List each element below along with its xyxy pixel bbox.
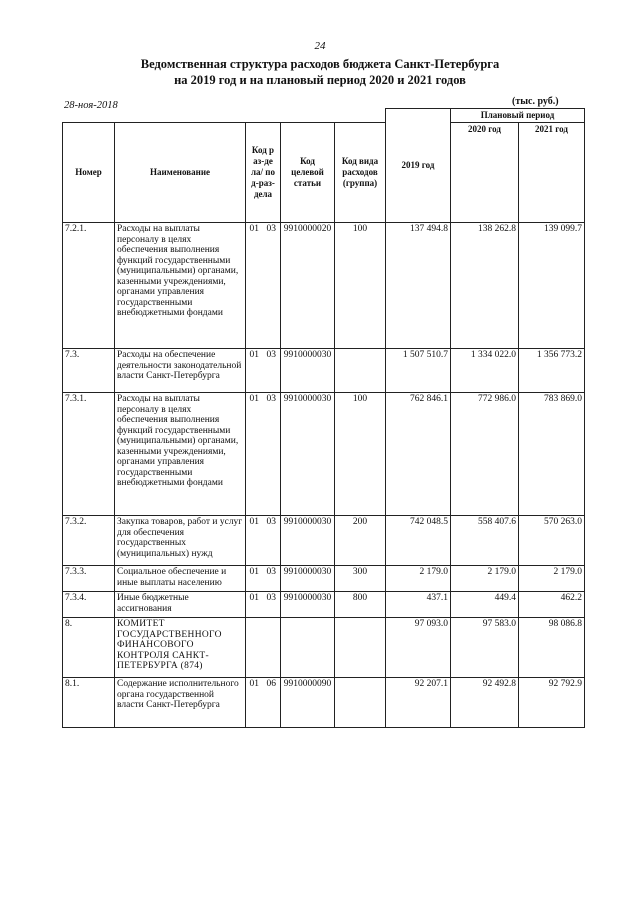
row-expense-type: 800 [335, 592, 386, 618]
row-number: 7.2.1. [63, 223, 115, 349]
row-name: Иные бюджетные ассигнования [115, 592, 246, 618]
row-value-2021: 2 179.0 [519, 566, 585, 592]
row-podrazdel: 03 [263, 516, 281, 566]
row-target-code: 9910000090 [281, 678, 335, 728]
row-value-2019: 137 494.8 [386, 223, 451, 349]
table-row [63, 592, 585, 618]
row-expense-type: 100 [335, 393, 386, 516]
row-number: 8. [63, 618, 115, 678]
row-podrazdel: 03 [263, 393, 281, 516]
header-2021: 2021 год [519, 123, 585, 223]
row-podrazdel: 03 [263, 223, 281, 349]
row-expense-type [335, 349, 386, 393]
row-razdel: 01 [246, 349, 263, 393]
row-name: Расходы на выплаты персоналу в целях обеспечения выполнения функций государственными (муниципальными) органами, казенными учреждениями, органами управления государственными внебюджетными фондами [115, 393, 246, 516]
row-value-2019: 1 507 510.7 [386, 349, 451, 393]
row-value-2020: 772 986.0 [451, 393, 519, 516]
row-value-2019: 437.1 [386, 592, 451, 618]
header-2020: 2020 год [451, 123, 519, 223]
header-section-code: Код раз-дела/ под-раз-дела [246, 123, 281, 223]
header-number: Номер [63, 123, 115, 223]
row-value-2021: 462.2 [519, 592, 585, 618]
row-target-code: 9910000030 [281, 349, 335, 393]
row-podrazdel: 03 [263, 592, 281, 618]
row-podrazdel: 06 [263, 678, 281, 728]
row-expense-type: 200 [335, 516, 386, 566]
row-target-code: 9910000030 [281, 516, 335, 566]
row-value-2021: 570 263.0 [519, 516, 585, 566]
row-number: 7.3.3. [63, 566, 115, 592]
table-row [63, 349, 585, 393]
row-value-2020: 138 262.8 [451, 223, 519, 349]
units-label: (тыс. руб.) [512, 96, 559, 107]
row-value-2020: 97 583.0 [451, 618, 519, 678]
table-row [63, 678, 585, 728]
row-name: Расходы на выплаты персоналу в целях обеспечения выполнения функций государственными (муниципальными) органами, казенными учреждениями, органами управления государственными внебюджетными фондами [115, 223, 246, 349]
title-line-1: Ведомственная структура расходов бюджета Санкт-Петербурга [140, 57, 500, 71]
row-target-code: 9910000020 [281, 223, 335, 349]
row-value-2019: 2 179.0 [386, 566, 451, 592]
row-value-2020: 1 334 022.0 [451, 349, 519, 393]
row-podrazdel [263, 618, 281, 678]
row-target-code: 9910000030 [281, 592, 335, 618]
row-number: 7.3.4. [63, 592, 115, 618]
row-razdel: 01 [246, 223, 263, 349]
page-number: 24 [314, 40, 326, 52]
row-name: Расходы на обеспечение деятельности законодательной власти Санкт-Петербурга [115, 349, 246, 393]
row-number: 7.3.1. [63, 393, 115, 516]
row-expense-type: 100 [335, 223, 386, 349]
row-value-2020: 92 492.8 [451, 678, 519, 728]
row-expense-type: 300 [335, 566, 386, 592]
row-razdel: 01 [246, 678, 263, 728]
row-value-2021: 98 086.8 [519, 618, 585, 678]
row-razdel [246, 618, 263, 678]
row-value-2019: 762 846.1 [386, 393, 451, 516]
header-name: Наименование [115, 123, 246, 223]
row-number: 7.3.2. [63, 516, 115, 566]
row-value-2020: 2 179.0 [451, 566, 519, 592]
row-razdel: 01 [246, 516, 263, 566]
row-value-2019: 97 093.0 [386, 618, 451, 678]
table-row [63, 618, 585, 678]
header-2019: 2019 год [386, 109, 451, 223]
row-podrazdel: 03 [263, 566, 281, 592]
title-line-2: на 2019 год и на плановый период 2020 и 2021 годов [174, 73, 466, 87]
row-number: 7.3. [63, 349, 115, 393]
header-target-code: Код целевой статьи [281, 123, 335, 223]
row-target-code: 9910000030 [281, 393, 335, 516]
row-value-2020: 449.4 [451, 592, 519, 618]
row-target-code [281, 618, 335, 678]
row-razdel: 01 [246, 592, 263, 618]
row-name: Закупка товаров, работ и услуг для обеспечения государственных (муниципальных) нужд [115, 516, 246, 566]
row-expense-type [335, 678, 386, 728]
row-value-2021: 139 099.7 [519, 223, 585, 349]
row-value-2021: 1 356 773.2 [519, 349, 585, 393]
table-row [63, 516, 585, 566]
row-value-2021: 92 792.9 [519, 678, 585, 728]
row-value-2020: 558 407.6 [451, 516, 519, 566]
row-value-2021: 783 869.0 [519, 393, 585, 516]
document-title [0, 56, 640, 88]
row-number: 8.1. [63, 678, 115, 728]
row-target-code: 9910000030 [281, 566, 335, 592]
row-razdel: 01 [246, 393, 263, 516]
table-row [63, 223, 585, 349]
row-name: КОМИТЕТ ГОСУДАРСТВЕННОГО ФИНАНСОВОГО КОНТРОЛЯ САНКТ-ПЕТЕРБУРГА (874) [115, 618, 246, 678]
budget-table [62, 108, 585, 728]
row-expense-type [335, 618, 386, 678]
row-razdel: 01 [246, 566, 263, 592]
table-row [63, 393, 585, 516]
table-row [63, 566, 585, 592]
header-expense-type: Код вида расходов (группа) [335, 123, 386, 223]
row-value-2019: 92 207.1 [386, 678, 451, 728]
document-date: 28-ноя-2018 [64, 100, 118, 111]
row-podrazdel: 03 [263, 349, 281, 393]
header-planned-period: Плановый период [451, 109, 585, 123]
row-value-2019: 742 048.5 [386, 516, 451, 566]
row-name: Содержание исполнительного органа государственной власти Санкт-Петербурга [115, 678, 246, 728]
row-name: Социальное обеспечение и иные выплаты населению [115, 566, 246, 592]
